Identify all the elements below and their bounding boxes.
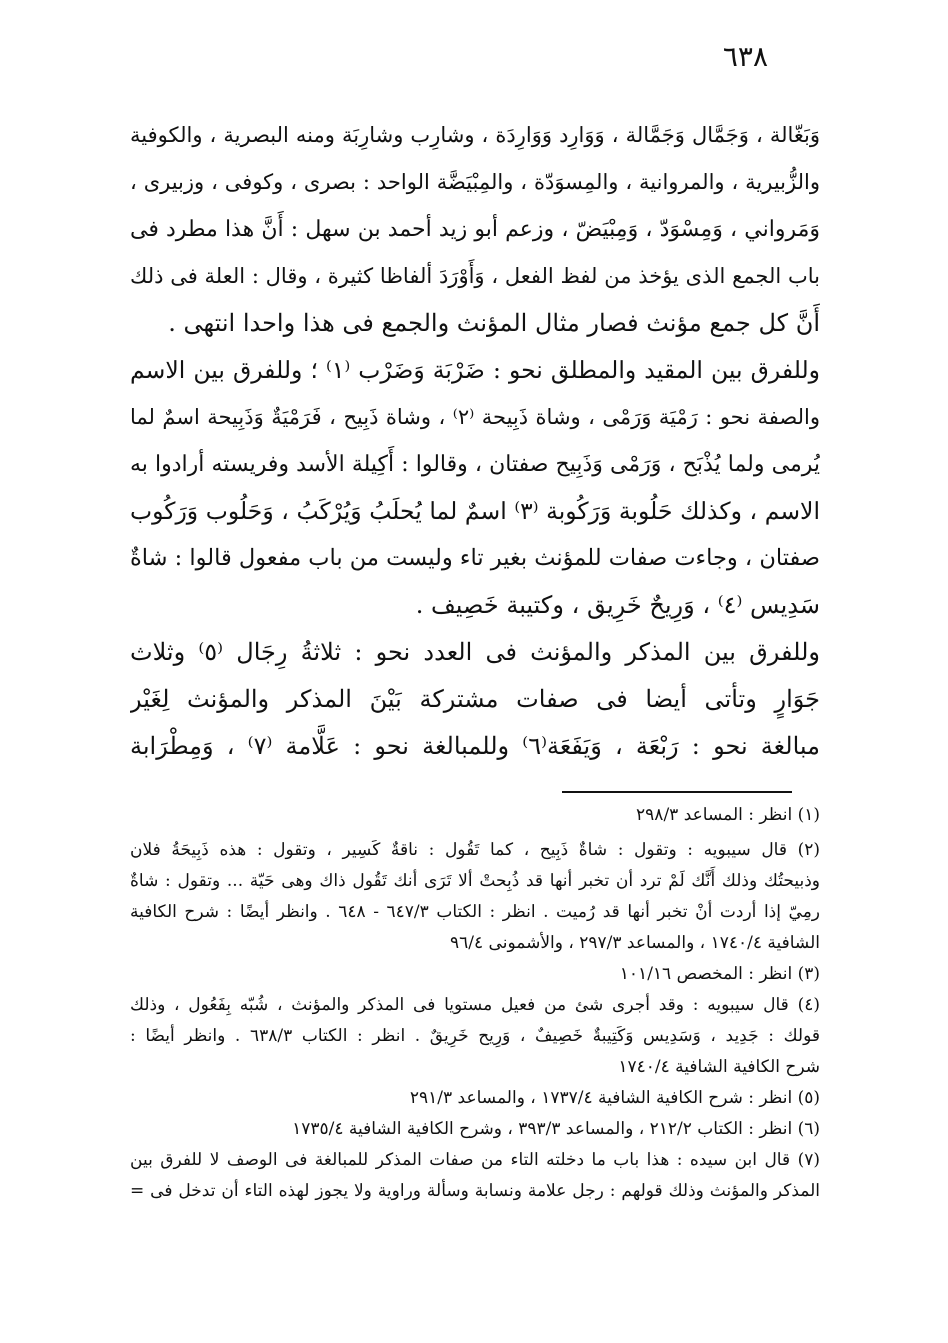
- page-number: ٦٣٨: [722, 40, 768, 73]
- footnote-line: (٦) انظر : الكتاب ٢١٢/٢ ، والمساعد ٣٩٣/٣ ، وشرح الكافية الشافية ١٧٣٥/٤: [292, 1119, 820, 1139]
- footnote-line: (٢) قال سيبويه : وتقول : شاةٌ ذَبِيح ، كما تَقُول : ناقةٌ كَسِير ، وتقول : هذه ذَبِيحَةُ فلان: [130, 840, 820, 860]
- footnote-separator: [562, 791, 792, 793]
- body-line: يُرمى ولما يُذْبَح ، وَرَمْى وَذَبِيح صفتان ، وقالوا : أَكِيلة الأسد وفريسته أرادوا به: [130, 452, 820, 477]
- footnote-6: [130, 1114, 820, 1145]
- body-line: والصفة نحو : رَمْيَة وَرَمْى ، وشاة ذَبِيحة ⁽٢⁾ ، وشاة ذَبِيح ، فَرَمْيَةٌ وَذَبِيحة اسمٌ لما: [130, 405, 820, 429]
- footnote-line: (٣) انظر : المخصص ١٠١/١٦: [619, 964, 820, 984]
- footnote-line: (٤) قال سيبويه : وقد أجرى شئ من فعيل مستويا فى المذكر والمؤنث ، شُبّه بِفَعُول ، وذلك: [130, 995, 820, 1015]
- footnote-line: (٥) انظر : شرح الكافية الشافية ١٧٣٧/٤ ، والمساعد ٢٩١/٣: [409, 1088, 820, 1108]
- footnote-2: [130, 835, 820, 959]
- footnote-line: الشافية ١٧٤٠/٤ ، والمساعد ٢٩٧/٣ ، والأشمونى ٩٦/٤: [450, 933, 820, 953]
- footnote-7: [130, 1145, 820, 1207]
- body-line: وَبَغّالة ، وَجَمَّال وَجَمَّالة ، وَوَارِد وَوَارِدَة ، وشارِب وشارِبَة ومنه البصرية ، والكوفية: [130, 123, 820, 147]
- body-line: وللفرق بين المقيد والمطلق نحو : ضَرْبَة وَضَرْب ⁽١⁾ ؛ وللفرق بين الاسم: [130, 356, 820, 384]
- footnote-line: رمِيّ إذا أردت أنْ تخبر أنها قد رُميت . انظر : الكتاب ٦٤٧/٣ - ٦٤٨ . وانظر أيضًا : شرح الكافية: [130, 902, 820, 922]
- footnote-line: (١) انظر : المساعد ٢٩٨/٣: [636, 805, 820, 825]
- body-line: وَمَرواني ، وَمِسْوَدّ ، وَمِبْيَضّ ، وزعم أبو زيد أحمد بن سهل : أَنَّ هذا مطرد فى: [130, 217, 820, 242]
- footnote-line: شرح الكافية الشافية ١٧٤٠/٤: [618, 1057, 820, 1077]
- body-line: الاسم ، وكذلك حَلُوبة وَرَكُوبة ⁽٣⁾ اسمٌ لما يُحلَبُ وَيُرْكَبُ ، وَحَلُوب وَرَكُوب: [130, 497, 820, 525]
- body-line: سَدِيس ⁽٤⁾ ، وَرِيحٌ خَرِيق ، وكتيبة خَصِيف .: [415, 591, 820, 619]
- body-line: جَوَارٍ وتأتى أيضا فى صفات مشتركة بَيْنَ المذكر والمؤنث لِغَيْر: [130, 685, 820, 713]
- body-line: والزُّبيرية ، والمروانية ، والمِسوَدّة ، والمِبْيَضَّة الواحد : بصرى ، وكوفى ، وزبيرى ،: [130, 170, 820, 194]
- body-line: مبالغة نحو : رَبْعَة ، وَيَفَعَة⁽٦⁾ وللمبالغة نحو : عَلَّامة ⁽٧⁾ ، وَمِطْرَابة: [130, 732, 820, 760]
- footnote-line: قولك : جَدِيد ، وَسَدِيس وَكَتِيبةٌ خَصِيفٌ ، وَرِيح خَرِيقٌ . انظر : الكتاب ٦٣٨/٣ . وانظر أيضًا :: [130, 1026, 820, 1046]
- footnote-3: [130, 959, 820, 990]
- footnote-4: [130, 990, 820, 1083]
- body-line: وللفرق بين المذكر والمؤنث فى العدد نحو : ثلاثةُ رِجَال ⁽٥⁾ وثلاث: [130, 638, 820, 666]
- footnotes: [130, 800, 820, 1207]
- footnote-line: المذكر والمؤنث وذلك قولهم : رجل علامة ونسابة وسألة وراوية ولا يجوز لهذه التاء أن تدخل فى =: [130, 1181, 820, 1201]
- body-line: باب الجمع الذى يؤخذ من لفظ الفعل ، وَأَوْرَدَ ألفاظا كثيرة ، وقال : العلة فى ذلك: [130, 264, 820, 288]
- body-line: أَنَّ كل جمع مؤنث فصار مثال المؤنث والجمع فى هذا واحدا انتهى .: [168, 309, 820, 337]
- body-line: صفتان ، وجاءت صفات للمؤنث بغير تاء وليست من باب مفعول قالوا : شاةٌ: [130, 545, 820, 571]
- main-text: [130, 112, 820, 770]
- footnote-line: وذبيحتُك وذلك أَنَّك لَمْ ترد أن تخبر أنها قد ذُبِحتْ ألا تَرَى أنك تَقُول ذاك وهى حَيّة ... وتقول : شاةٌ: [130, 871, 820, 891]
- footnote-5: [130, 1083, 820, 1114]
- footnote-line: (٧) قال ابن سيده : هذا باب ما دخلته التاء من صفات المذكر للمبالغة فى الوصف لا للفرق بين: [130, 1150, 820, 1170]
- footnote-1: [130, 800, 820, 831]
